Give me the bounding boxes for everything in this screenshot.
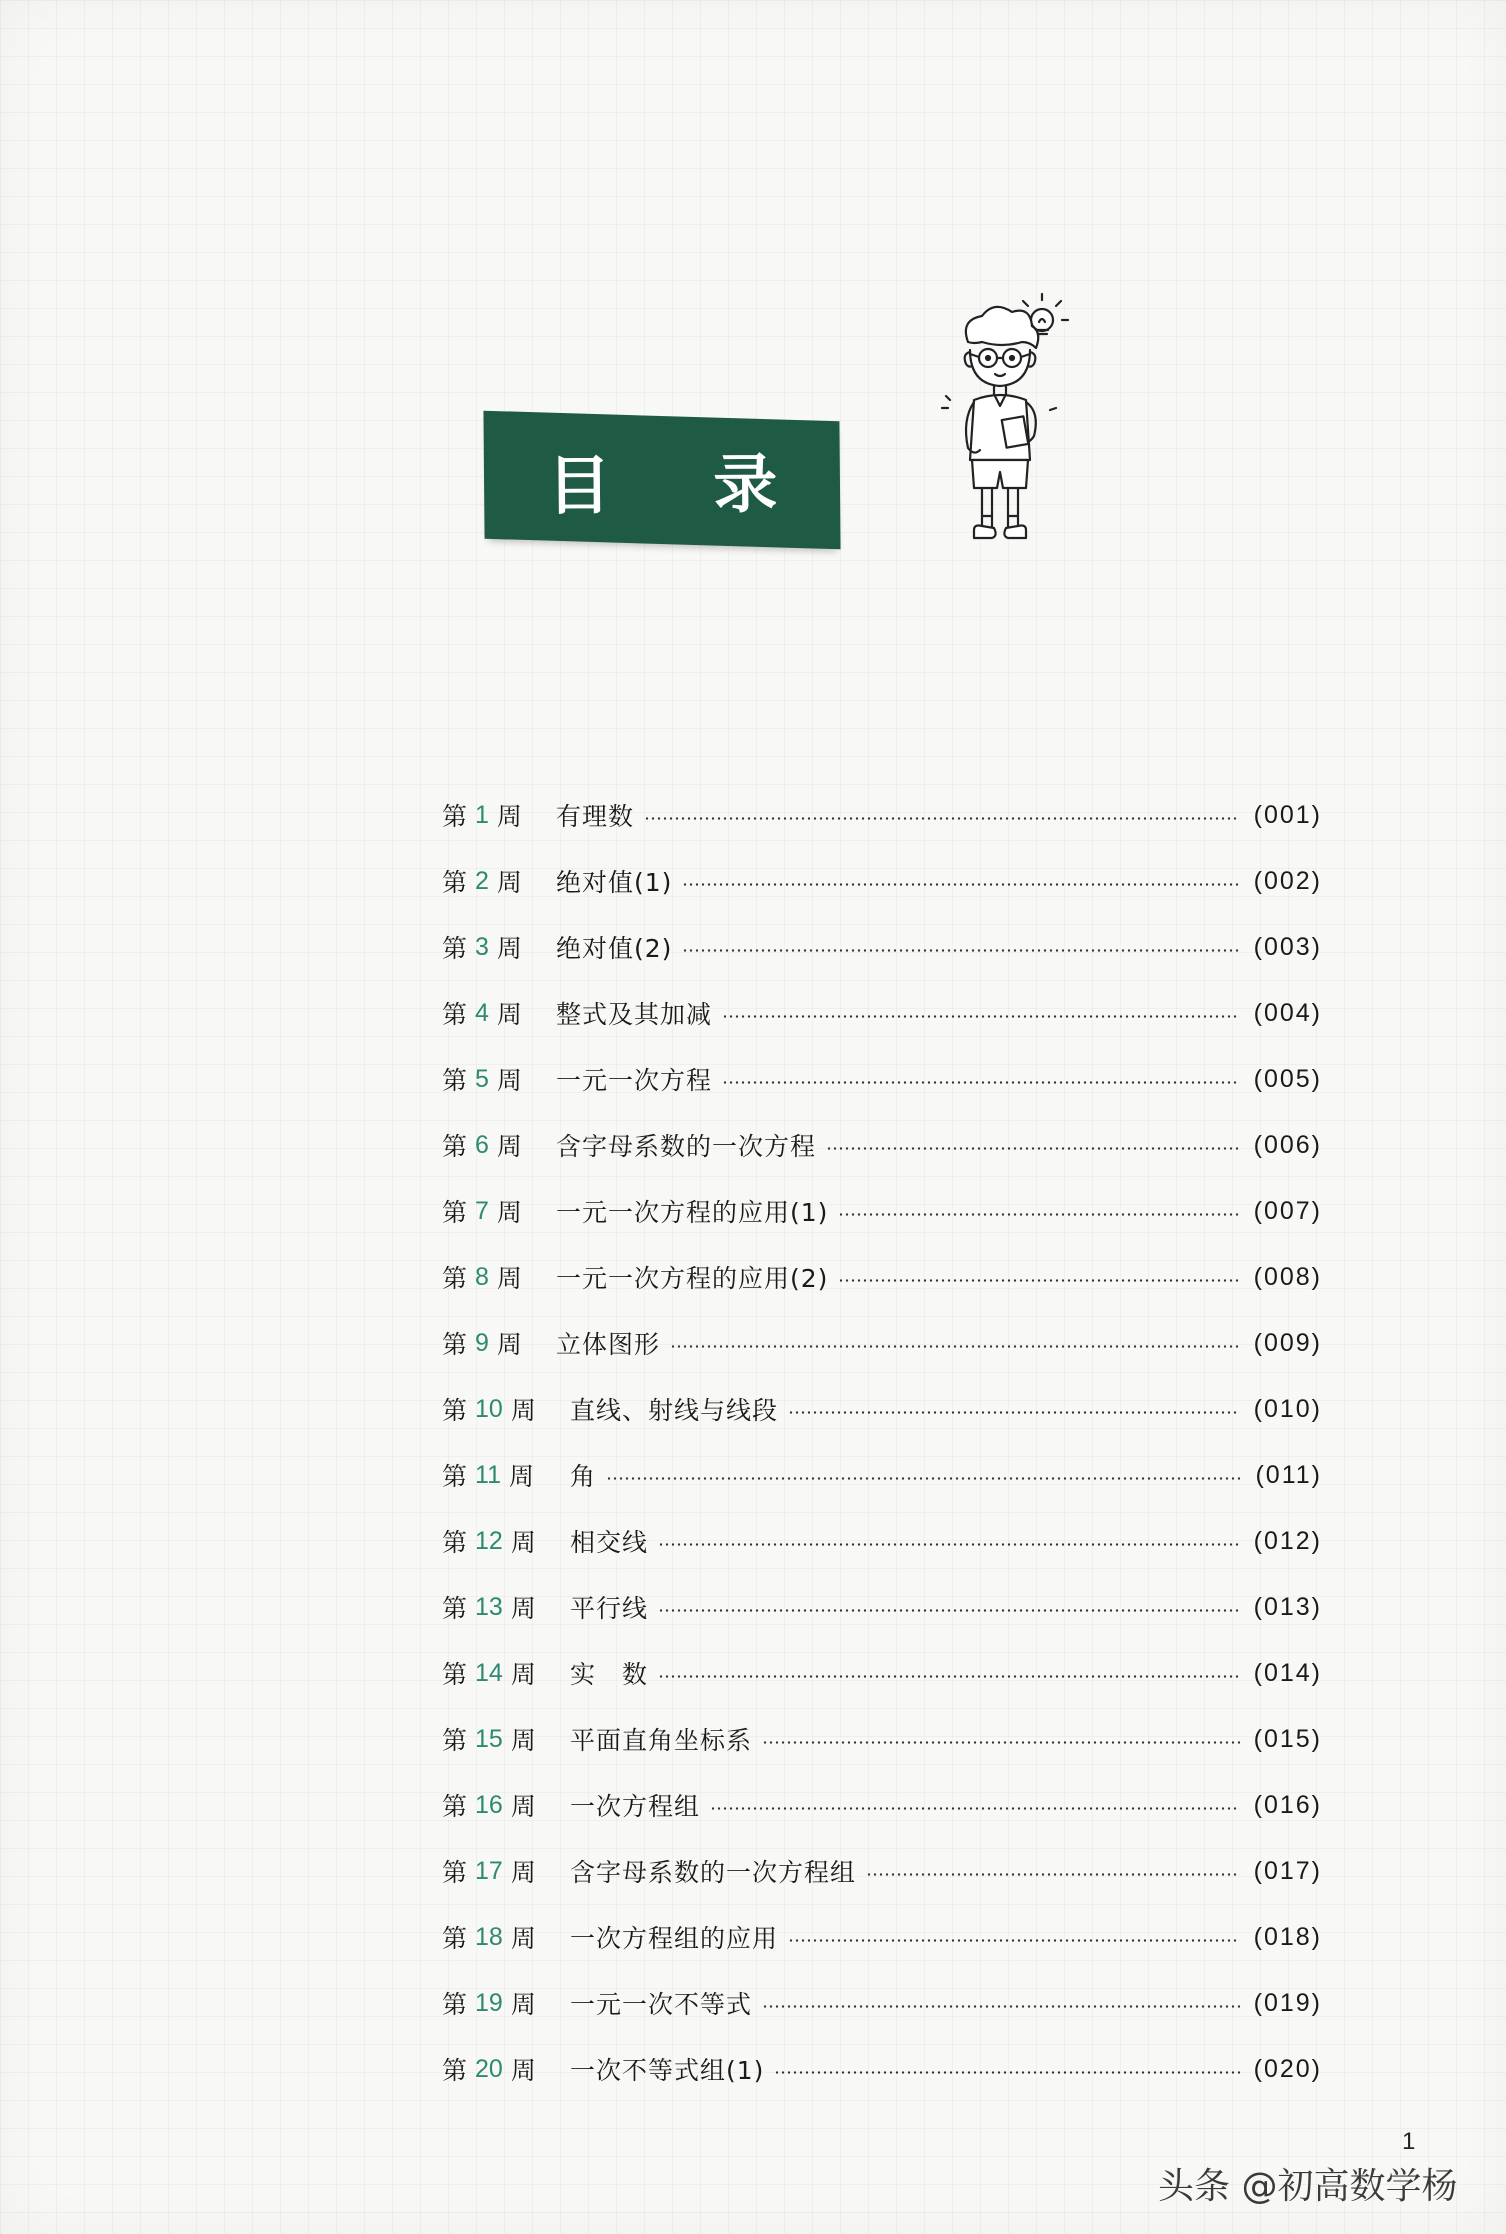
toc-entry-week-11[interactable] <box>442 1442 1322 1508</box>
entry-title: 立体图形 <box>556 1330 661 1359</box>
watermark: 头条 @初高数学杨 <box>1158 2166 1458 2207</box>
week-label: 第 18 周 <box>442 1922 536 1953</box>
week-number: 16 <box>475 1790 503 1819</box>
page-ref: (020) <box>1253 2054 1322 2083</box>
dot-leader <box>658 1675 1240 1678</box>
entry-title: 绝对值(1) <box>556 868 673 897</box>
week-number: 3 <box>475 932 489 961</box>
week-label: 第 2 周 <box>442 866 522 897</box>
week-number: 20 <box>475 2054 503 2083</box>
week-number: 5 <box>475 1064 489 1093</box>
entry-title: 平行线 <box>570 1594 649 1623</box>
week-number: 9 <box>475 1328 489 1357</box>
page-ref: (008) <box>1253 1262 1322 1291</box>
week-label: 第 10 周 <box>442 1394 536 1425</box>
dot-leader <box>658 1609 1240 1612</box>
entry-title: 一元一次不等式 <box>570 1990 753 2019</box>
toc-entry-week-19[interactable] <box>442 1970 1322 2036</box>
dot-leader <box>606 1477 1241 1480</box>
toc-entry-week-17[interactable] <box>442 1838 1322 1904</box>
week-label: 第 19 周 <box>442 1988 536 2019</box>
dot-leader <box>762 1741 1240 1744</box>
toc-entry-week-16[interactable] <box>442 1772 1322 1838</box>
page-ref: (011) <box>1255 1460 1322 1489</box>
week-number: 7 <box>475 1196 489 1225</box>
entry-title: 一元一次方程的应用(2) <box>556 1264 829 1293</box>
dot-leader <box>788 1939 1240 1942</box>
week-number: 15 <box>475 1724 503 1753</box>
entry-title: 一次方程组 <box>570 1792 701 1821</box>
week-label: 第 16 周 <box>442 1790 536 1821</box>
page-ref: (017) <box>1253 1856 1322 1885</box>
entry-title: 实 数 <box>570 1660 649 1689</box>
week-label: 第 13 周 <box>442 1592 536 1623</box>
week-label: 第 5 周 <box>442 1064 522 1095</box>
toc-entry-week-5[interactable] <box>442 1046 1322 1112</box>
week-number: 1 <box>475 800 489 829</box>
toc-entry-week-12[interactable] <box>442 1508 1322 1574</box>
entry-title: 一元一次方程的应用(1) <box>556 1198 829 1227</box>
page-ref: (018) <box>1253 1922 1322 1951</box>
entry-title: 一次方程组的应用 <box>570 1924 779 1953</box>
page-ref: (009) <box>1253 1328 1322 1357</box>
toc-entry-week-14[interactable] <box>442 1640 1322 1706</box>
dot-leader <box>658 1543 1240 1546</box>
week-number: 6 <box>475 1130 489 1159</box>
page-title: 目 录 <box>546 447 818 525</box>
dot-leader <box>838 1279 1239 1282</box>
week-label: 第 11 周 <box>442 1460 534 1491</box>
page-ref: (001) <box>1253 800 1322 829</box>
page-number: 1 <box>1402 2128 1416 2155</box>
page-ref: (012) <box>1253 1526 1322 1555</box>
week-label: 第 4 周 <box>442 998 522 1029</box>
week-label: 第 8 周 <box>442 1262 522 1293</box>
week-number: 18 <box>475 1922 503 1951</box>
dot-leader <box>774 2071 1239 2074</box>
toc-entry-week-18[interactable] <box>442 1904 1322 1970</box>
week-number: 11 <box>475 1460 501 1489</box>
toc-entry-week-7[interactable] <box>442 1178 1322 1244</box>
page-ref: (010) <box>1253 1394 1322 1423</box>
week-number: 12 <box>475 1526 503 1555</box>
toc-entry-week-10[interactable] <box>442 1376 1322 1442</box>
entry-title: 整式及其加减 <box>556 1000 713 1029</box>
toc-entry-week-3[interactable] <box>442 914 1322 980</box>
entry-title: 有理数 <box>556 802 635 831</box>
page-ref: (014) <box>1253 1658 1322 1687</box>
toc-entry-week-15[interactable] <box>442 1706 1322 1772</box>
page-ref: (007) <box>1253 1196 1322 1225</box>
table-of-contents <box>442 782 1322 2102</box>
page-ref: (016) <box>1253 1790 1322 1819</box>
dot-leader <box>838 1213 1239 1216</box>
toc-entry-week-9[interactable] <box>442 1310 1322 1376</box>
entry-title: 含字母系数的一次方程组 <box>570 1858 857 1887</box>
entry-title: 相交线 <box>570 1528 649 1557</box>
mascot-illustration <box>900 290 1080 560</box>
dot-leader <box>826 1147 1240 1150</box>
page-ref: (002) <box>1253 866 1322 895</box>
week-number: 4 <box>475 998 489 1027</box>
dot-leader <box>866 1873 1240 1876</box>
toc-entry-week-4[interactable] <box>442 980 1322 1046</box>
toc-entry-week-8[interactable] <box>442 1244 1322 1310</box>
page-ref: (019) <box>1253 1988 1322 2017</box>
entry-title: 绝对值(2) <box>556 934 673 963</box>
week-number: 8 <box>475 1262 489 1291</box>
dot-leader <box>644 817 1240 820</box>
week-label: 第 7 周 <box>442 1196 522 1227</box>
week-label: 第 1 周 <box>442 800 522 831</box>
dot-leader <box>722 1081 1240 1084</box>
week-number: 10 <box>475 1394 503 1423</box>
dot-leader <box>762 2005 1240 2008</box>
page-ref: (006) <box>1253 1130 1322 1159</box>
week-number: 14 <box>475 1658 503 1687</box>
entry-title: 一元一次方程 <box>556 1066 713 1095</box>
page-ref: (013) <box>1253 1592 1322 1621</box>
entry-title: 角 <box>570 1462 597 1491</box>
toc-entry-week-6[interactable] <box>442 1112 1322 1178</box>
title-banner <box>483 411 840 550</box>
toc-entry-week-1[interactable] <box>442 782 1322 848</box>
dot-leader <box>788 1411 1240 1414</box>
week-label: 第 20 周 <box>442 2054 536 2085</box>
week-label: 第 12 周 <box>442 1526 536 1557</box>
dot-leader <box>682 949 1239 952</box>
week-label: 第 6 周 <box>442 1130 522 1161</box>
dot-leader <box>722 1015 1240 1018</box>
page-ref: (015) <box>1253 1724 1322 1753</box>
week-number: 2 <box>475 866 489 895</box>
week-number: 13 <box>475 1592 503 1621</box>
toc-entry-week-20[interactable] <box>442 2036 1322 2102</box>
page-ref: (003) <box>1253 932 1322 961</box>
toc-entry-week-2[interactable] <box>442 848 1322 914</box>
week-label: 第 14 周 <box>442 1658 536 1689</box>
week-label: 第 3 周 <box>442 932 522 963</box>
week-label: 第 9 周 <box>442 1328 522 1359</box>
week-label: 第 15 周 <box>442 1724 536 1755</box>
page-ref: (005) <box>1253 1064 1322 1093</box>
week-number: 19 <box>475 1988 503 2017</box>
dot-leader <box>682 883 1239 886</box>
entry-title: 一次不等式组(1) <box>570 2056 765 2085</box>
dot-leader <box>710 1807 1240 1810</box>
page-ref: (004) <box>1253 998 1322 1027</box>
entry-title: 含字母系数的一次方程 <box>556 1132 817 1161</box>
entry-title: 平面直角坐标系 <box>570 1726 753 1755</box>
week-label: 第 17 周 <box>442 1856 536 1887</box>
toc-entry-week-13[interactable] <box>442 1574 1322 1640</box>
dot-leader <box>670 1345 1240 1348</box>
entry-title: 直线、射线与线段 <box>570 1396 779 1425</box>
week-number: 17 <box>475 1856 503 1885</box>
